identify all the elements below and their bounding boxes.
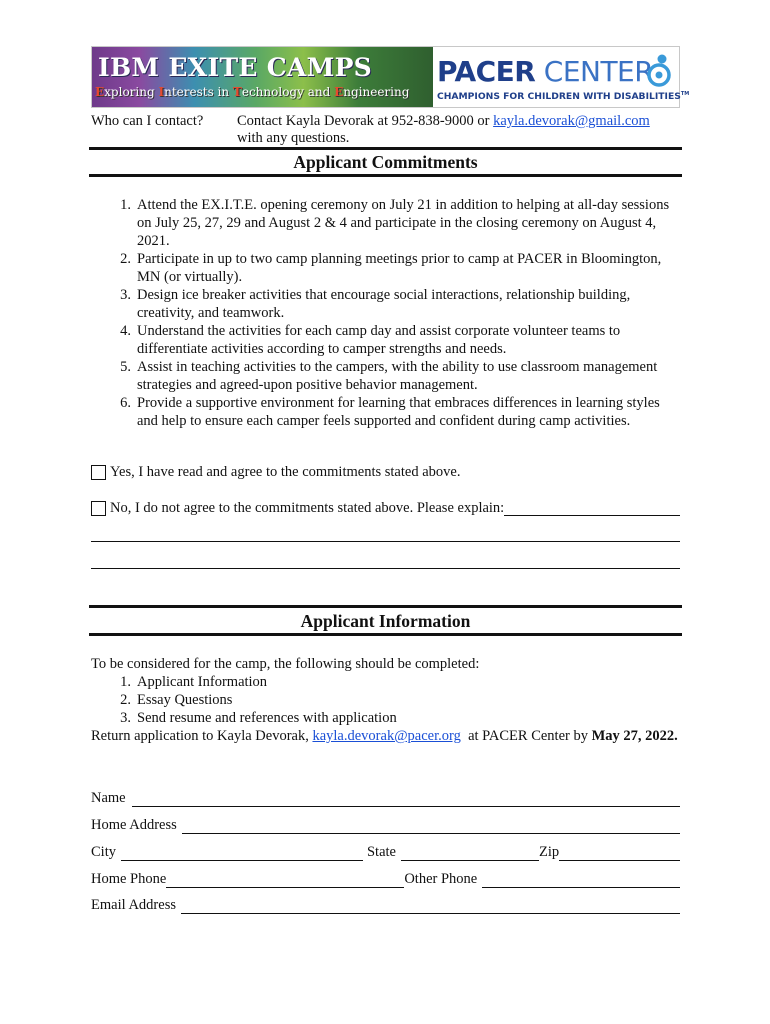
section-divider — [89, 633, 682, 636]
other-phone-field[interactable] — [482, 873, 680, 888]
list-item: 3. Send resume and references with application — [120, 710, 397, 726]
agree-label: Yes, I have read and agree to the commitments stated above. — [110, 464, 461, 480]
header-banner — [91, 46, 690, 108]
list-item: 2. Participate in up to two camp planning meetings prior to camp at PACER in Bloomington, MN (or virtually). — [120, 251, 662, 285]
ibm-exite-logo — [92, 47, 433, 107]
list-item: 6. Provide a supportive environment for learning that embraces differences in learning styles and help to ensure each camper feels supported and confident during camp activities. — [120, 395, 660, 429]
section-divider — [89, 147, 682, 150]
commitments-list — [91, 196, 681, 430]
zip-field[interactable] — [559, 846, 680, 861]
city-field[interactable] — [121, 846, 363, 861]
list-item: 1. Applicant Information — [120, 674, 268, 690]
home-phone-label: Home Phone — [91, 871, 167, 887]
home-phone-field[interactable] — [166, 873, 404, 888]
return-email-link[interactable]: kayla.devorak@pacer.org — [312, 728, 461, 744]
list-item: 5. Assist in teaching activities to the campers, with the ability to use classroom management strategies and agreed-upon positive behavior management. — [120, 359, 658, 393]
explain-field[interactable] — [504, 501, 680, 516]
commitments-title: Applicant Commitments — [293, 152, 478, 172]
disagree-checkbox[interactable] — [91, 501, 106, 516]
information-title: Applicant Information — [300, 611, 471, 631]
disagree-label: No, I do not agree to the commitments stated above. Please explain: — [110, 500, 505, 516]
explain-line[interactable] — [91, 541, 680, 542]
city-state-zip-row — [91, 844, 680, 861]
section-divider — [89, 605, 682, 608]
contact-label: Who can I contact? — [91, 113, 204, 129]
list-item: 4. Understand the activities for each camp day and assist corporate volunteer teams to differentiate activities according to camper strengths and needs. — [120, 323, 621, 357]
email-label: Email Address — [91, 897, 176, 913]
return-instructions: Return application to Kayla Devorak, kayla.devorak@pacer.org at PACER Center by May 27, 2022. — [91, 728, 678, 744]
address-row — [91, 817, 680, 834]
pacer-logo-icon — [644, 53, 674, 87]
requirements-list — [91, 673, 681, 727]
information-intro: To be considered for the camp, the following should be completed: — [91, 656, 480, 672]
address-field[interactable] — [182, 819, 680, 834]
agree-row — [91, 464, 460, 481]
name-field[interactable] — [132, 792, 680, 807]
email-field[interactable] — [181, 899, 680, 914]
zip-label: Zip — [538, 844, 560, 860]
state-label: State — [366, 844, 396, 860]
contact-text: Contact Kayla Devorak at 952-838-9000 or kayla.devorak@gmail.com with any questions. — [237, 113, 650, 146]
name-label: Name — [91, 790, 126, 806]
explain-line[interactable] — [91, 568, 680, 569]
section-divider — [89, 174, 682, 177]
address-label: Home Address — [91, 817, 177, 833]
pacer-center-logo — [433, 47, 690, 107]
deadline-date: May 27, 2022. — [591, 728, 678, 744]
name-row — [91, 790, 680, 807]
contact-email-link[interactable]: kayla.devorak@gmail.com — [493, 113, 650, 129]
phone-row — [91, 871, 680, 888]
list-item: 2. Essay Questions — [120, 692, 233, 708]
pacer-tagline: CHAMPIONS FOR CHILDREN WITH DISABILITIES™ — [437, 91, 690, 103]
ibm-exite-subtitle: Exploring Interests in Technology and Engineering — [95, 85, 410, 99]
disagree-row — [91, 500, 680, 517]
state-field[interactable] — [401, 846, 539, 861]
ibm-exite-title: IBM EXITE CAMPS — [98, 53, 373, 82]
city-label: City — [91, 844, 116, 860]
pacer-center-title: PACER CENTER — [437, 55, 654, 88]
list-item: 1. Attend the EX.I.T.E. opening ceremony on July 21 in addition to helping at all-day sessions on July 25, 27, 29 and August 2 & 4 and participate in the closing ceremony on August 4, 2021. — [120, 197, 670, 249]
list-item: 3. Design ice breaker activities that encourage social interactions, relationship building, creativity, and teamwork. — [120, 287, 631, 321]
agree-checkbox[interactable] — [91, 465, 106, 480]
other-phone-label: Other Phone — [404, 871, 478, 887]
email-row — [91, 897, 680, 914]
